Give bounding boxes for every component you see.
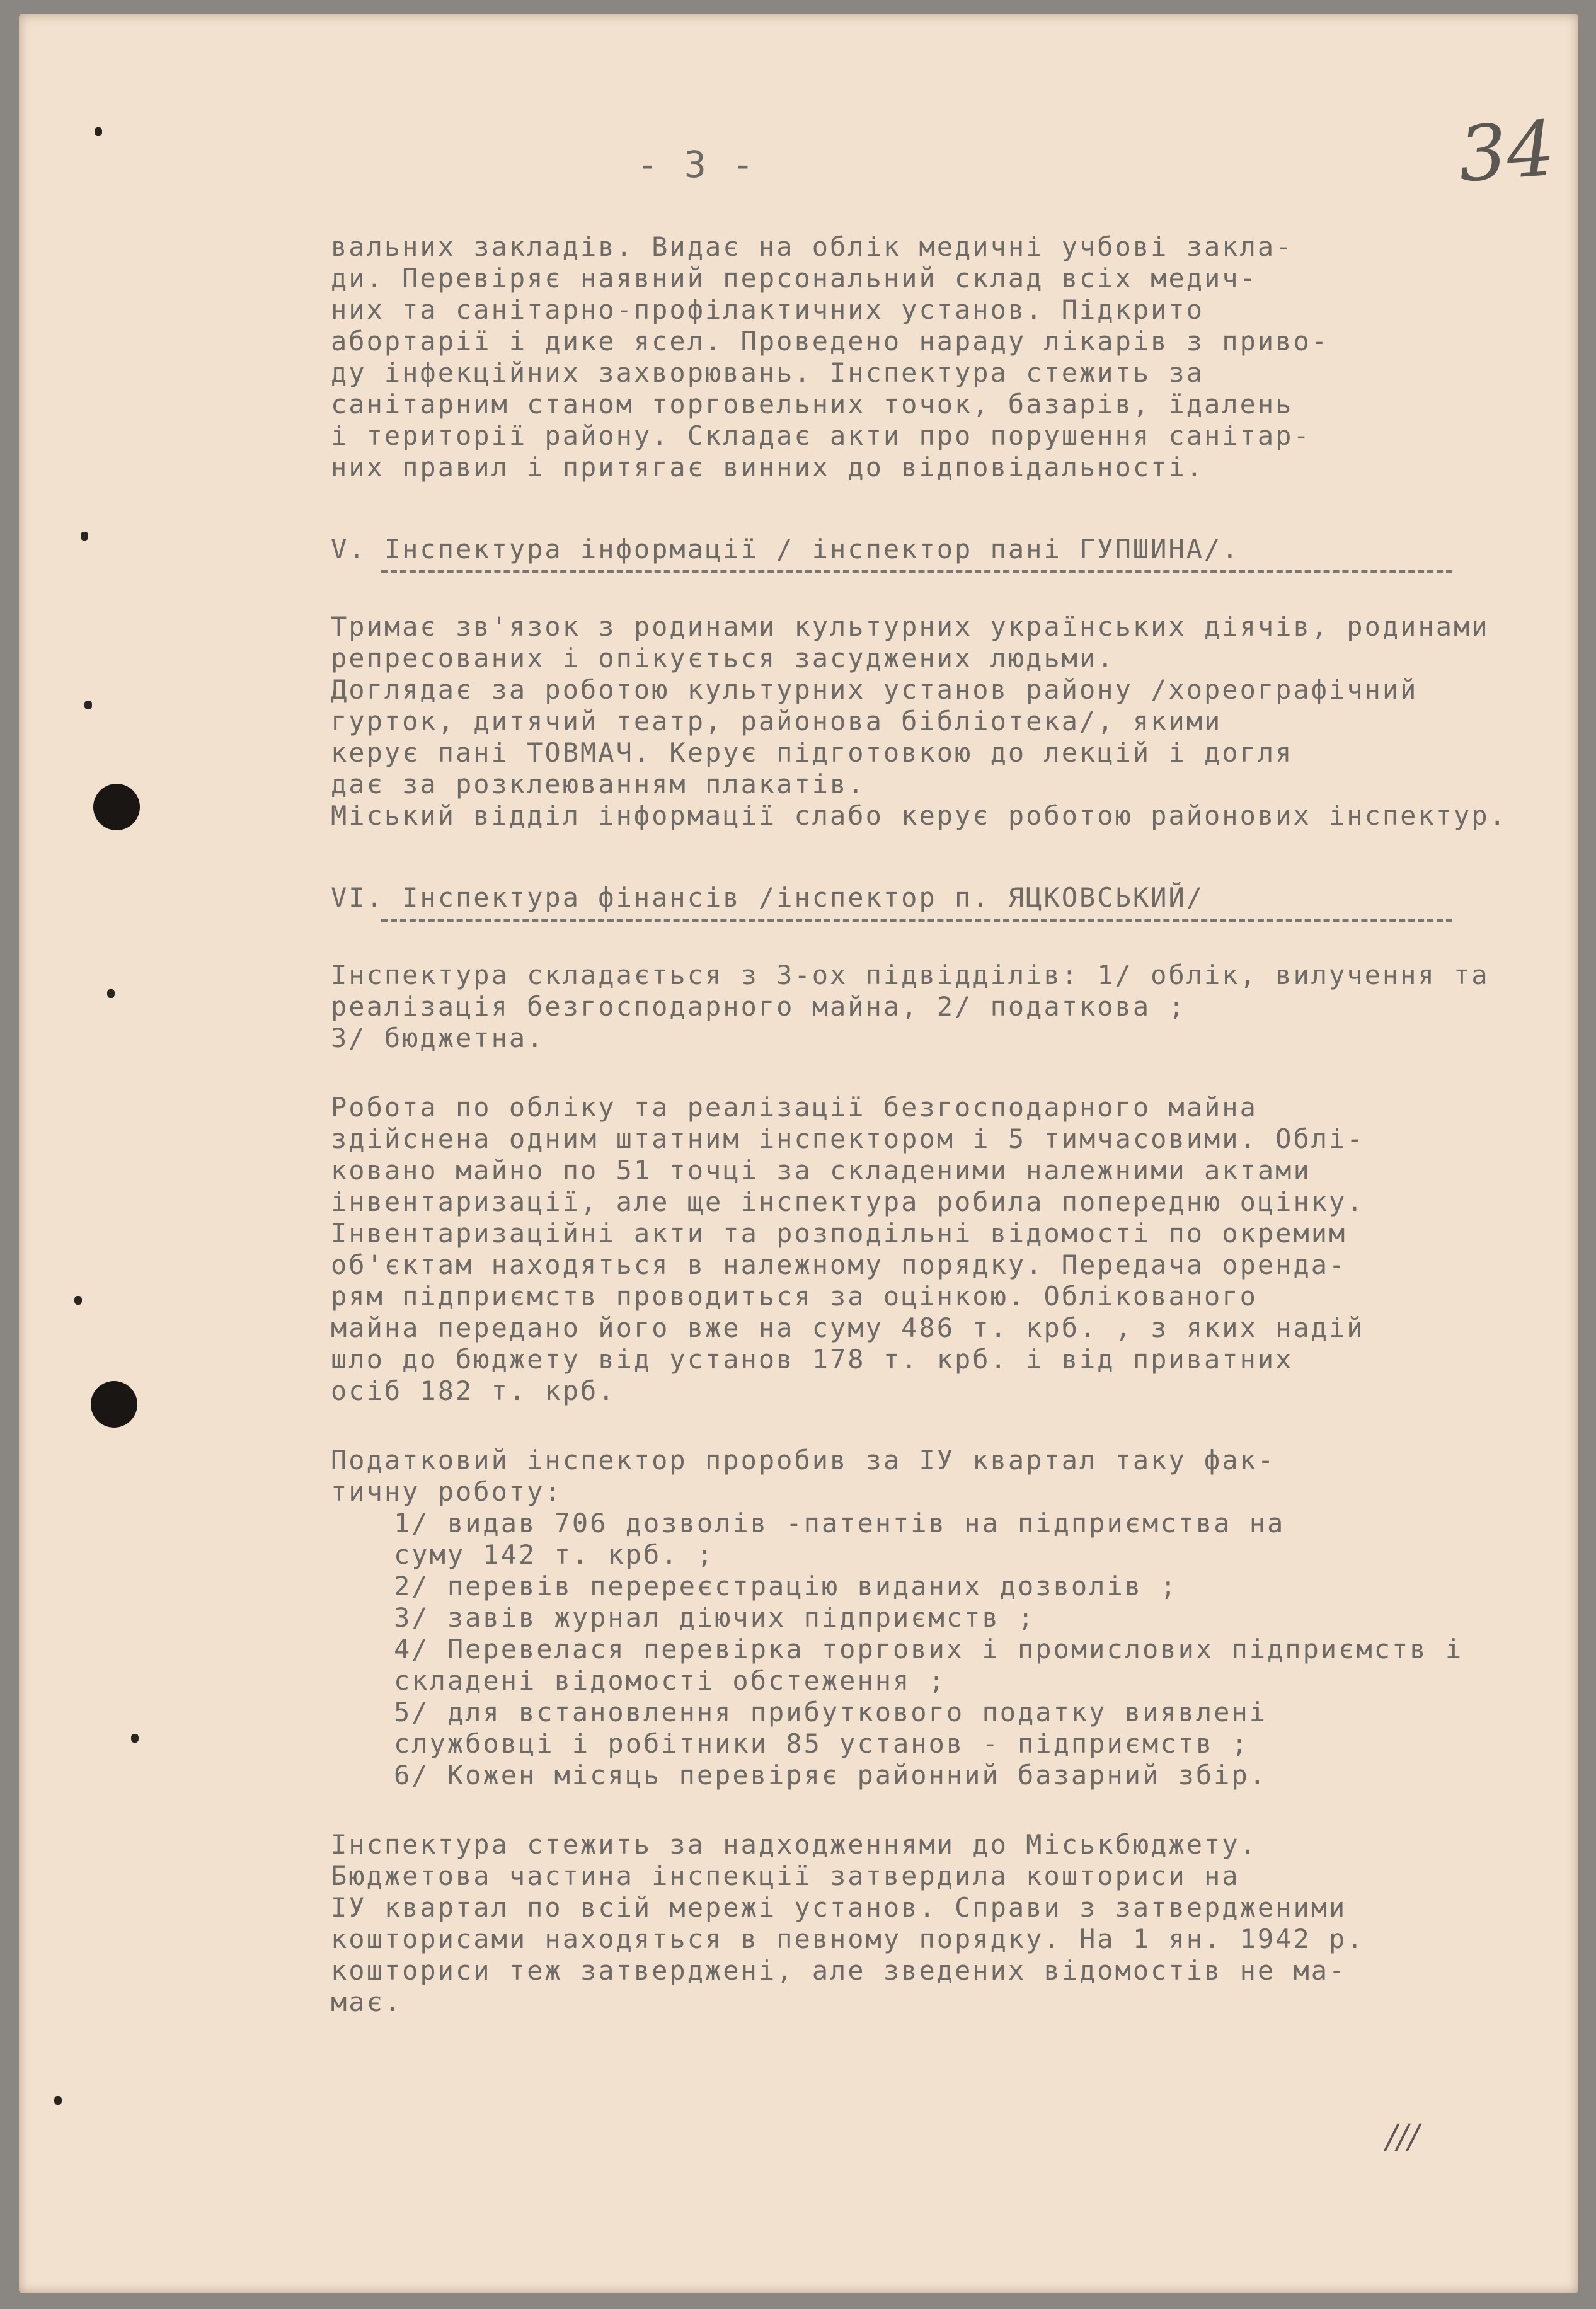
punch-hole-top — [93, 784, 140, 830]
ink-speck — [107, 989, 115, 998]
paragraph-budget: Інспектура стежить за надходженнями до Міськбюджету. Бюджетова частина інспекції затвердила кошториси на ІУ квартал по всій мережі установ. Справи з затвердженими кошторисами находяться в певному порядку. На 1 ян. 1942 р. кошториси теж затверджені, але зведених відомостів не ма- має. — [331, 1829, 1365, 2017]
list-item: 4/ Перевелася перевірка торгових і промислових підприємств і складені відомості обстеження ; — [394, 1634, 1481, 1696]
section-heading-information: V. Інспектура інформації / інспектор пані ГУПШИНА/. — [331, 534, 1240, 564]
ink-speck — [81, 532, 88, 541]
ink-speck — [131, 1734, 139, 1743]
list-item: 3/ завів журнал діючих підприємств ; — [394, 1602, 1036, 1633]
paragraph-finance-structure: Інспектура складається з 3-ох підвідділів: 1/ облік, вилучення та реалізація безгосподарного майна, 2/ податкова ; 3/ бюджетна. — [331, 960, 1490, 1053]
paragraph-information-2: Міський відділ інформації слабо керує роботою районових інспектур. — [331, 800, 1507, 831]
continuation-mark: /// — [1386, 2118, 1420, 2156]
ink-speck — [74, 1296, 82, 1305]
punch-hole-bottom — [91, 1381, 137, 1428]
ink-speck — [54, 2096, 62, 2105]
archive-folio-number: 34 — [1455, 105, 1558, 200]
ink-speck — [84, 701, 92, 709]
tax-work-list — [394, 1508, 1559, 1791]
list-item: 5/ для встановлення прибуткового податку виявлені службовці і робітники 85 установ - підприємств ; — [394, 1697, 1268, 1759]
document-page — [19, 14, 1578, 2293]
list-item: 1/ видав 706 дозволів -патентів на підприємства на суму 142 т. крб. ; — [394, 1508, 1285, 1570]
ink-speck — [95, 127, 102, 136]
section-heading-finance: VI. Інспектура фінансів /інспектор п. ЯЦКОВСЬКИЙ/ — [331, 882, 1205, 913]
paragraph-tax-intro: Податковий інспектор проробив за ІУ квартал таку фак- тичну роботу: — [331, 1445, 1276, 1507]
paragraph-sanitary: вальних закладів. Видає на облік медичні учбові закла- ди. Перевіряє наявний персональний склад всіх медич- них та санітарно-профілактичних установ. Підкрито абортарії і дике ясел. Проведено нараду лікарів з приво- ду інфекційних захворювань. Інспектура стежить за санітарним станом торговельних точок, базарів, їдалень і території району. Складає акти про порушення санітар- них правил і притягає винних до відповідальності. — [331, 231, 1329, 483]
paragraph-information-1: Тримає зв'язок з родинами культурних українських діячів, родинами репресованих і опікується засуджених людьми. Доглядає за роботою культурних установ району /хореографічний гурток, дитячий театр, районова бібліотека/, якими керує пані ТОВМАЧ. Керує підготовкою до лекцій і догля дає за розклеюванням плакатів. — [331, 611, 1490, 799]
document-body — [331, 231, 1559, 2018]
list-item: 6/ Кожен місяць перевіряє районний базарний збір. — [394, 1760, 1268, 1790]
paragraph-finance-property: Робота по обліку та реалізації безгосподарного майна здійснена одним штатним інспектором і 5 тимчасовими. Облі- ковано майно по 51 точці за складеними належними актами інвентаризації, але ще інспектура робила попередню оцінку. Інвентаризаційні акти та розподільні відомості по окремим об'єктам находяться в належному порядку. Передача оренда- рям підприємств проводиться за оцінкою. Облікованого майна передано його вже на суму 486 т. крб. , з яких надій шло до бюджету від установ 178 т. крб. і від приватних осіб 182 т. крб. — [331, 1092, 1365, 1406]
list-item: 2/ перевів перереєстрацію виданих дозволів ; — [394, 1571, 1178, 1601]
page-number: - 3 - — [636, 143, 756, 186]
